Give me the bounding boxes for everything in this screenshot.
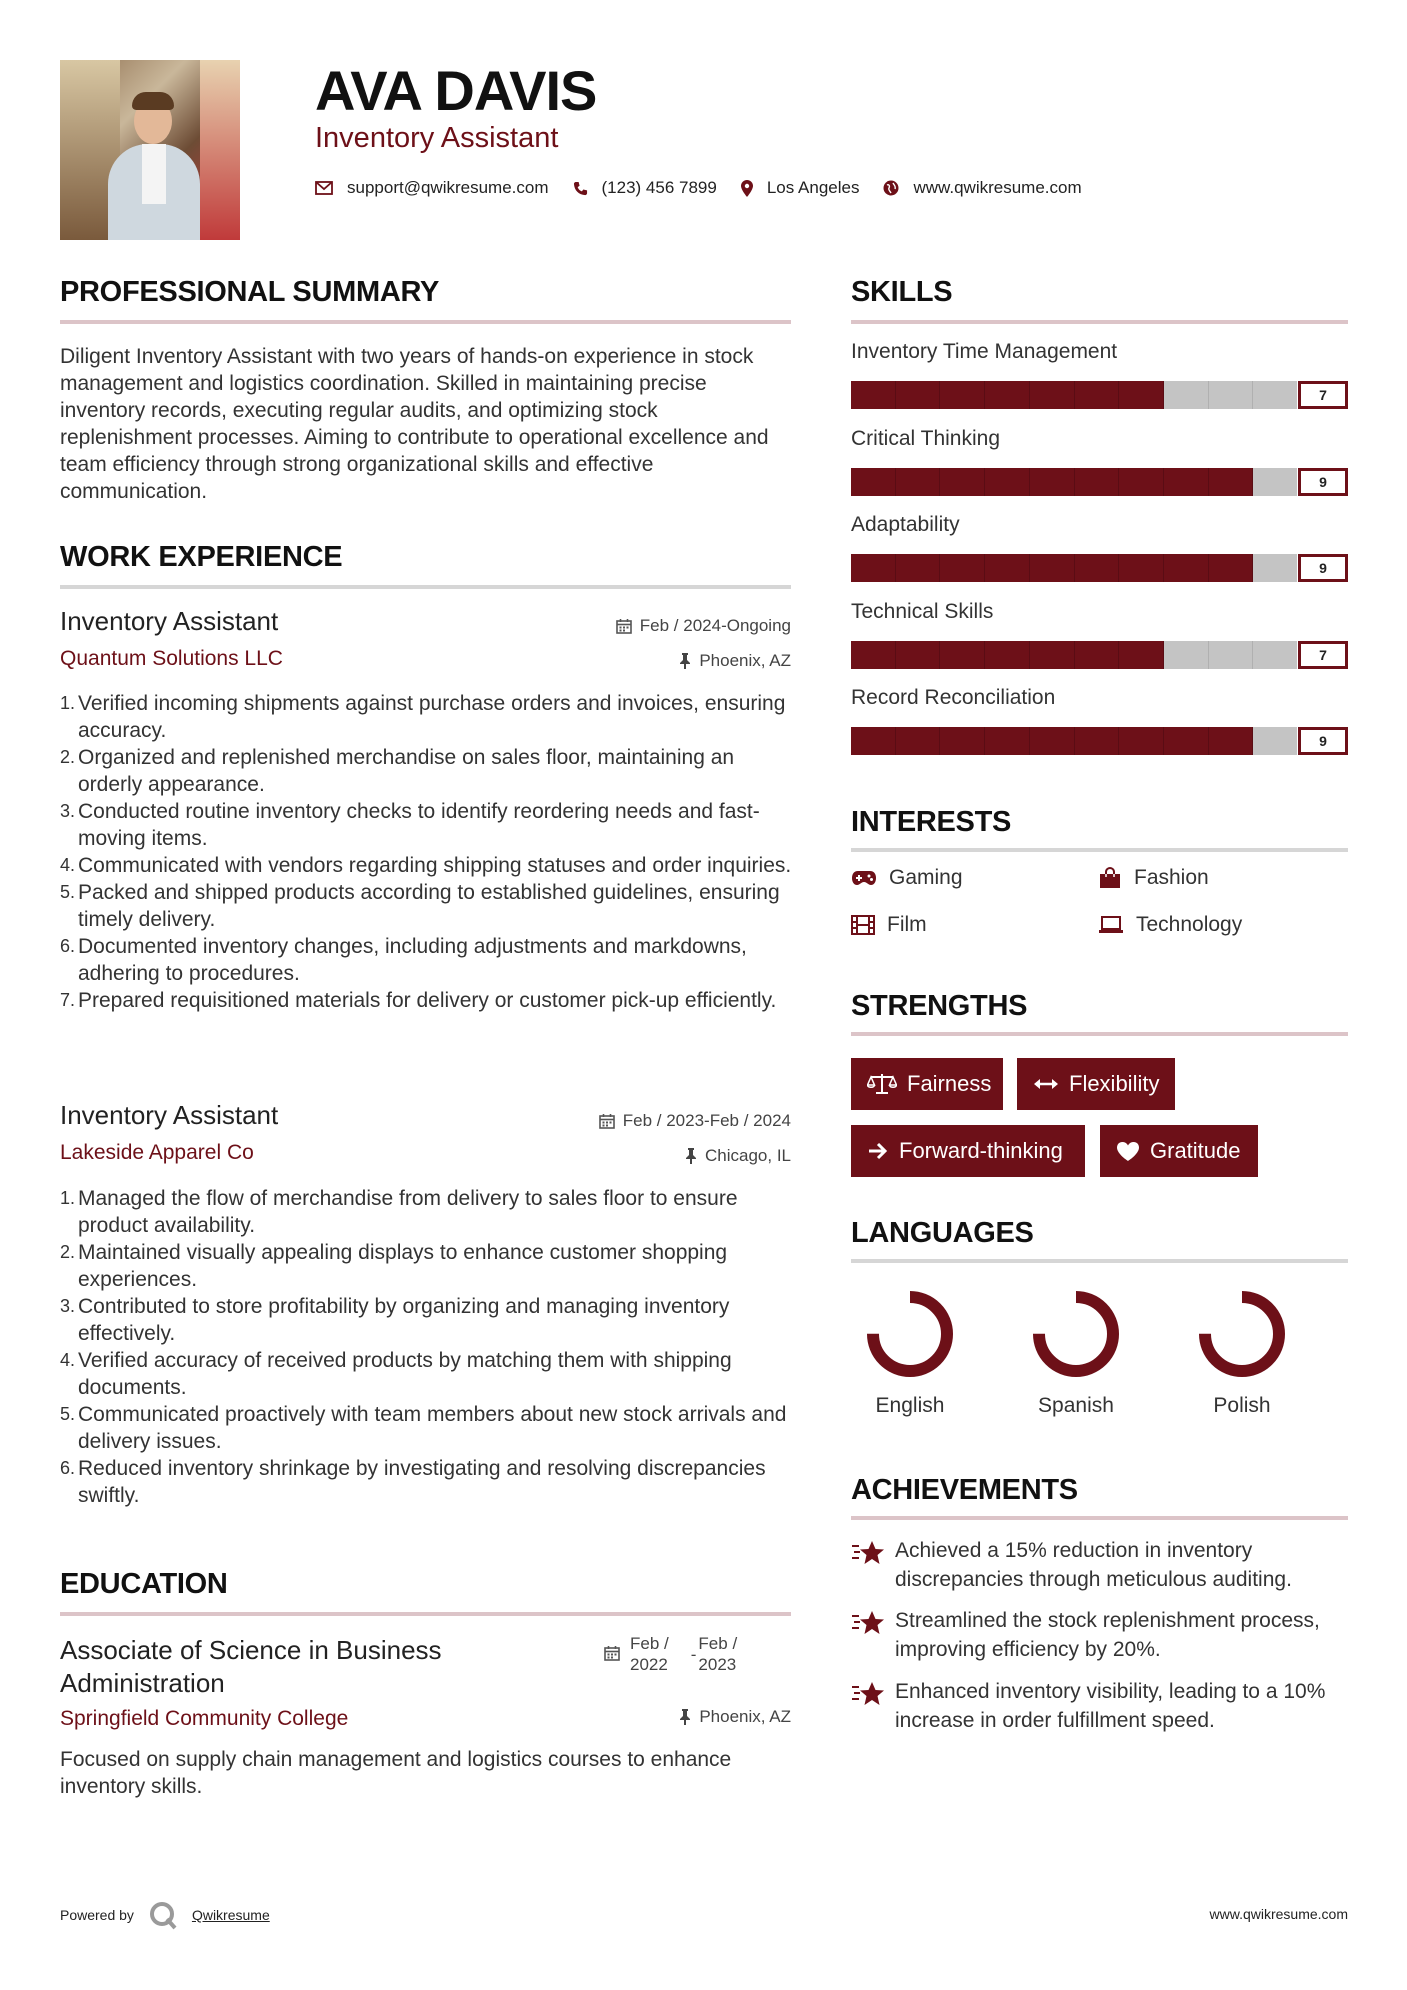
duty-number: 2.	[60, 747, 76, 767]
skill-bar-segment	[851, 381, 896, 409]
duty-item	[60, 1293, 795, 1347]
phone-icon	[573, 181, 588, 196]
job-dates-text: Feb / 2024-Ongoing	[639, 616, 791, 635]
film-icon	[851, 915, 875, 935]
duty-text: Communicated proactively with team members about new stock arrivals and delivery issues.	[78, 1403, 787, 1453]
language-ring	[864, 1288, 956, 1380]
skill-label: Adaptability	[851, 513, 960, 536]
skill-label: Inventory Time Management	[851, 340, 1118, 363]
skill-bar-segment	[1253, 727, 1297, 755]
interest-fashion	[1098, 866, 1209, 890]
skill-bar-segment	[985, 727, 1030, 755]
section-title-skills: SKILLS	[851, 276, 953, 308]
divider	[851, 1259, 1348, 1263]
duty-item	[60, 1347, 795, 1401]
achievement-text: Enhanced inventory visibility, leading to a 10% increase in order fulfillment speed.	[895, 1680, 1326, 1732]
skill-bar	[851, 641, 1348, 669]
skill-bar-segment	[1075, 381, 1120, 409]
achievement-text: Achieved a 15% reduction in inventory discrepancies through meticulous auditing.	[895, 1539, 1292, 1591]
skill-bar-segment	[896, 468, 941, 496]
location-text: Los Angeles	[766, 178, 860, 197]
calendar-icon	[599, 1113, 615, 1129]
job-company: Quantum Solutions LLC	[60, 647, 283, 670]
job-location-text: Phoenix, AZ	[699, 651, 791, 670]
skill-bar	[851, 468, 1348, 496]
duty-item	[60, 852, 795, 879]
skill-bar-track	[851, 727, 1297, 755]
duty-item	[60, 987, 795, 1014]
skill-bar-segment	[896, 554, 941, 582]
skill-bar-segment	[896, 381, 941, 409]
candidate-role: Inventory Assistant	[315, 122, 559, 154]
section-title-interests: INTERESTS	[851, 806, 1012, 838]
divider	[851, 848, 1348, 852]
duty-item	[60, 798, 795, 852]
skill-bar-segment	[1209, 727, 1254, 755]
skill-bar-segment	[985, 554, 1030, 582]
language-item	[835, 1288, 985, 1418]
divider	[60, 320, 791, 324]
skill-bar-segment	[1119, 641, 1164, 669]
qwikresume-link[interactable]: Qwikresume	[191, 1907, 270, 1923]
skill-bar-segment	[1253, 554, 1297, 582]
interest-film	[851, 913, 927, 937]
skill-bar-segment	[1253, 468, 1297, 496]
duty-number: 7.	[60, 990, 76, 1010]
section-title-languages: LANGUAGES	[851, 1217, 1034, 1249]
skill-bar-segment	[1075, 468, 1120, 496]
skill-bar-segment	[1253, 381, 1297, 409]
job-dates	[616, 616, 791, 636]
skill-bar-segment	[1030, 727, 1075, 755]
duty-text: Reduced inventory shrinkage by investigating and resolving discrepancies swiftly.	[78, 1457, 766, 1507]
date-separator: -	[690, 1645, 697, 1664]
skill-bar-segment	[1209, 468, 1254, 496]
skill-bar-track	[851, 381, 1297, 409]
profile-photo	[60, 60, 240, 240]
job-title: Inventory Assistant	[60, 1100, 279, 1130]
skill-score: 7	[1298, 641, 1348, 669]
language-label: English	[875, 1394, 945, 1417]
job-title: Inventory Assistant	[60, 606, 279, 636]
job-duties-list	[60, 1185, 795, 1509]
education-dates	[604, 1633, 737, 1675]
language-level-arc	[873, 1297, 947, 1371]
skill-bar-segment	[1030, 641, 1075, 669]
star-award-icon	[851, 1536, 895, 1594]
interest-label: Fashion	[1134, 866, 1209, 889]
contact-email[interactable]	[315, 178, 549, 198]
duty-text: Verified incoming shipments against purchase orders and invoices, ensuring accuracy.	[78, 692, 786, 742]
skill-bar-segment	[1119, 381, 1164, 409]
gamepad-icon	[851, 870, 877, 886]
duty-number: 4.	[60, 855, 76, 875]
calendar-icon	[616, 618, 632, 634]
duty-number: 1.	[60, 1188, 76, 1208]
language-level-arc	[1039, 1297, 1113, 1371]
divider	[851, 320, 1348, 324]
skill-bar-segment	[1030, 554, 1075, 582]
duty-text: Documented inventory changes, including adjustments and markdowns, adhering to procedures.	[78, 935, 747, 985]
contact-website[interactable]	[883, 178, 1081, 198]
achievement-item	[851, 1536, 1351, 1594]
duty-text: Prepared requisitioned materials for delivery or customer pick-up efficiently.	[78, 989, 777, 1012]
duty-item	[60, 1401, 795, 1455]
divider	[60, 585, 791, 589]
skill-bar	[851, 554, 1348, 582]
duty-text: Organized and replenished merchandise on sales floor, maintaining an orderly appearance.	[78, 746, 735, 796]
skill-bar-segment	[985, 381, 1030, 409]
duty-text: Verified accuracy of received products by matching them with shipping documents.	[78, 1349, 732, 1399]
duty-text: Conducted routine inventory checks to identify reordering needs and fast-moving items.	[78, 800, 760, 850]
job-location-text: Chicago, IL	[705, 1146, 791, 1165]
contact-location	[741, 178, 860, 198]
section-title-summary: PROFESSIONAL SUMMARY	[60, 276, 440, 308]
education-location-text: Phoenix, AZ	[699, 1707, 791, 1726]
divider	[60, 1612, 791, 1616]
calendar-icon	[604, 1645, 620, 1661]
strength-chip-flexibility	[1017, 1058, 1175, 1110]
contact-phone[interactable]	[573, 178, 717, 198]
skill-score: 9	[1298, 468, 1348, 496]
language-label: Spanish	[1038, 1394, 1114, 1417]
skill-bar-segment	[1119, 727, 1164, 755]
skill-bar-segment	[940, 381, 985, 409]
strength-chip-gratitude	[1100, 1125, 1258, 1177]
email-text: support@qwikresume.com	[347, 178, 549, 197]
job-location	[679, 651, 791, 671]
skill-bar-segment	[1253, 641, 1297, 669]
skill-bar-segment	[1164, 468, 1209, 496]
duty-item	[60, 744, 795, 798]
contact-bar	[315, 178, 1106, 198]
arrow-right-icon	[867, 1142, 889, 1160]
duty-item	[60, 1455, 795, 1509]
skill-bar-segment	[896, 727, 941, 755]
duty-number: 2.	[60, 1242, 76, 1262]
skill-bar-segment	[851, 641, 896, 669]
section-title-experience: WORK EXPERIENCE	[60, 541, 343, 573]
skill-bar-segment	[851, 727, 896, 755]
footer-website[interactable]: www.qwikresume.com	[1209, 1906, 1348, 1922]
skill-bar-segment	[1164, 381, 1209, 409]
education-location	[679, 1707, 791, 1727]
skill-bar-segment	[1030, 381, 1075, 409]
powered-by-text: Powered by	[60, 1907, 134, 1923]
strength-chip-forward-thinking	[851, 1125, 1085, 1177]
skill-bar-segment	[1030, 468, 1075, 496]
skill-bar-track	[851, 554, 1297, 582]
skill-bar-segment	[1075, 554, 1120, 582]
duty-number: 3.	[60, 801, 76, 821]
strength-label: Flexibility	[1069, 1071, 1160, 1096]
pushpin-icon	[679, 653, 691, 669]
star-award-icon	[851, 1677, 895, 1735]
candidate-name: AVA DAVIS	[315, 59, 597, 122]
duty-item	[60, 879, 795, 933]
job-dates-text: Feb / 2023-Feb / 2024	[622, 1111, 791, 1130]
qwikresume-logo-icon	[148, 1900, 178, 1930]
education-end: Feb / 2023	[698, 1634, 738, 1674]
duty-number: 5.	[60, 882, 76, 902]
globe-icon	[883, 180, 899, 196]
duty-text: Managed the flow of merchandise from delivery to sales floor to ensure product availability.	[78, 1187, 738, 1237]
language-level-arc	[1205, 1297, 1279, 1371]
language-item	[1167, 1288, 1317, 1418]
degree-line-1: Associate of Science in Business	[60, 1635, 442, 1665]
skill-bar-segment	[1164, 554, 1209, 582]
skill-label: Critical Thinking	[851, 426, 1000, 450]
skill-bar-segment	[1164, 727, 1209, 755]
degree-line-2: Administration	[60, 1668, 225, 1698]
phone-text: (123) 456 7899	[601, 178, 717, 197]
laptop-icon	[1098, 916, 1124, 934]
skill-bar-segment	[940, 554, 985, 582]
duty-number: 4.	[60, 1350, 76, 1370]
skill-bar-segment	[1209, 381, 1254, 409]
skill-bar-segment	[1119, 468, 1164, 496]
heart-icon	[1116, 1141, 1140, 1162]
star-award-icon	[851, 1606, 895, 1664]
summary-text: Diligent Inventory Assistant with two years of hands-on experience in stock management and logistics coordination. Skilled in maintaining precise inventory records, executing regular audits, and optimizing stock replenishment processes. Aiming to contribute to operational excellence and team efficiency through strong organizational skills and effective communication.	[60, 345, 769, 503]
balance-scale-icon	[867, 1073, 897, 1095]
skill-bar	[851, 727, 1348, 755]
strength-label: Forward-thinking	[899, 1138, 1063, 1163]
skill-bar-segment	[940, 641, 985, 669]
skill-bar-segment	[1075, 641, 1120, 669]
language-item	[1001, 1288, 1151, 1418]
skill-bar-segment	[896, 641, 941, 669]
skill-bar-segment	[1119, 554, 1164, 582]
skill-bar-segment	[985, 641, 1030, 669]
envelope-icon	[315, 181, 333, 195]
duty-text: Contributed to store profitability by organizing and managing inventory effectively.	[78, 1295, 730, 1345]
language-ring	[1030, 1288, 1122, 1380]
achievement-text: Streamlined the stock replenishment process, improving efficiency by 20%.	[895, 1609, 1320, 1661]
interest-technology	[1098, 913, 1242, 937]
duty-item	[60, 690, 795, 744]
footer-powered-by	[60, 1900, 270, 1930]
skill-bar-segment	[1075, 727, 1120, 755]
skill-bar-segment	[985, 468, 1030, 496]
section-title-achievements: ACHIEVEMENTS	[851, 1474, 1078, 1506]
duty-number: 1.	[60, 693, 76, 713]
skill-bar-segment	[1164, 641, 1209, 669]
skill-bar-segment	[851, 468, 896, 496]
duty-number: 6.	[60, 936, 76, 956]
skill-bar-segment	[1209, 641, 1254, 669]
achievement-item	[851, 1606, 1351, 1664]
duty-item	[60, 1239, 795, 1293]
skill-score: 7	[1298, 381, 1348, 409]
strength-label: Fairness	[907, 1071, 992, 1096]
skill-score: 9	[1298, 554, 1348, 582]
interest-label: Gaming	[889, 866, 963, 889]
skill-bar-track	[851, 468, 1297, 496]
job-company: Lakeside Apparel Co	[60, 1141, 254, 1164]
strength-label: Gratitude	[1150, 1138, 1241, 1163]
section-title-strengths: STRENGTHS	[851, 990, 1028, 1022]
skill-label: Technical Skills	[851, 599, 994, 623]
job-duties-list	[60, 690, 795, 1014]
interest-label: Technology	[1136, 913, 1243, 936]
duty-number: 6.	[60, 1458, 76, 1478]
skill-bar-segment	[940, 468, 985, 496]
interest-gaming	[851, 866, 963, 890]
achievement-item	[851, 1677, 1351, 1735]
interest-label: Film	[887, 913, 927, 936]
skill-bar	[851, 381, 1348, 409]
section-title-education: EDUCATION	[60, 1568, 228, 1600]
duty-number: 5.	[60, 1404, 76, 1424]
shopping-bag-icon	[1098, 867, 1122, 889]
job-location	[685, 1146, 791, 1166]
school-name: Springfield Community College	[60, 1707, 349, 1730]
pushpin-icon	[685, 1148, 697, 1164]
skill-bar-segment	[940, 727, 985, 755]
skill-label: Record Reconciliation	[851, 686, 1056, 709]
website-text: www.qwikresume.com	[913, 178, 1082, 197]
duty-number: 3.	[60, 1296, 76, 1316]
education-description: Focused on supply chain management and logistics courses to enhance inventory skills.	[60, 1748, 732, 1798]
duty-text: Maintained visually appealing displays to enhance customer shopping experiences.	[78, 1241, 728, 1291]
map-pin-icon	[741, 180, 753, 197]
strength-chip-fairness	[851, 1058, 1003, 1110]
divider	[851, 1516, 1348, 1520]
job-dates	[599, 1111, 791, 1131]
skill-bar-segment	[1209, 554, 1254, 582]
skill-bar-segment	[851, 554, 896, 582]
duty-text: Packed and shipped products according to established guidelines, ensuring timely delivery.	[78, 881, 780, 931]
skill-bar-track	[851, 641, 1297, 669]
education-start: Feb / 2022	[630, 1634, 669, 1674]
divider	[851, 1032, 1348, 1036]
duty-text: Communicated with vendors regarding shipping statuses and order inquiries.	[78, 854, 792, 877]
arrows-horizontal-icon	[1033, 1077, 1059, 1091]
duty-item	[60, 933, 795, 987]
duty-item	[60, 1185, 795, 1239]
skill-score: 9	[1298, 727, 1348, 755]
degree-title	[60, 1634, 442, 1700]
language-ring	[1196, 1288, 1288, 1380]
pushpin-icon	[679, 1709, 691, 1725]
language-label: Polish	[1213, 1394, 1271, 1417]
